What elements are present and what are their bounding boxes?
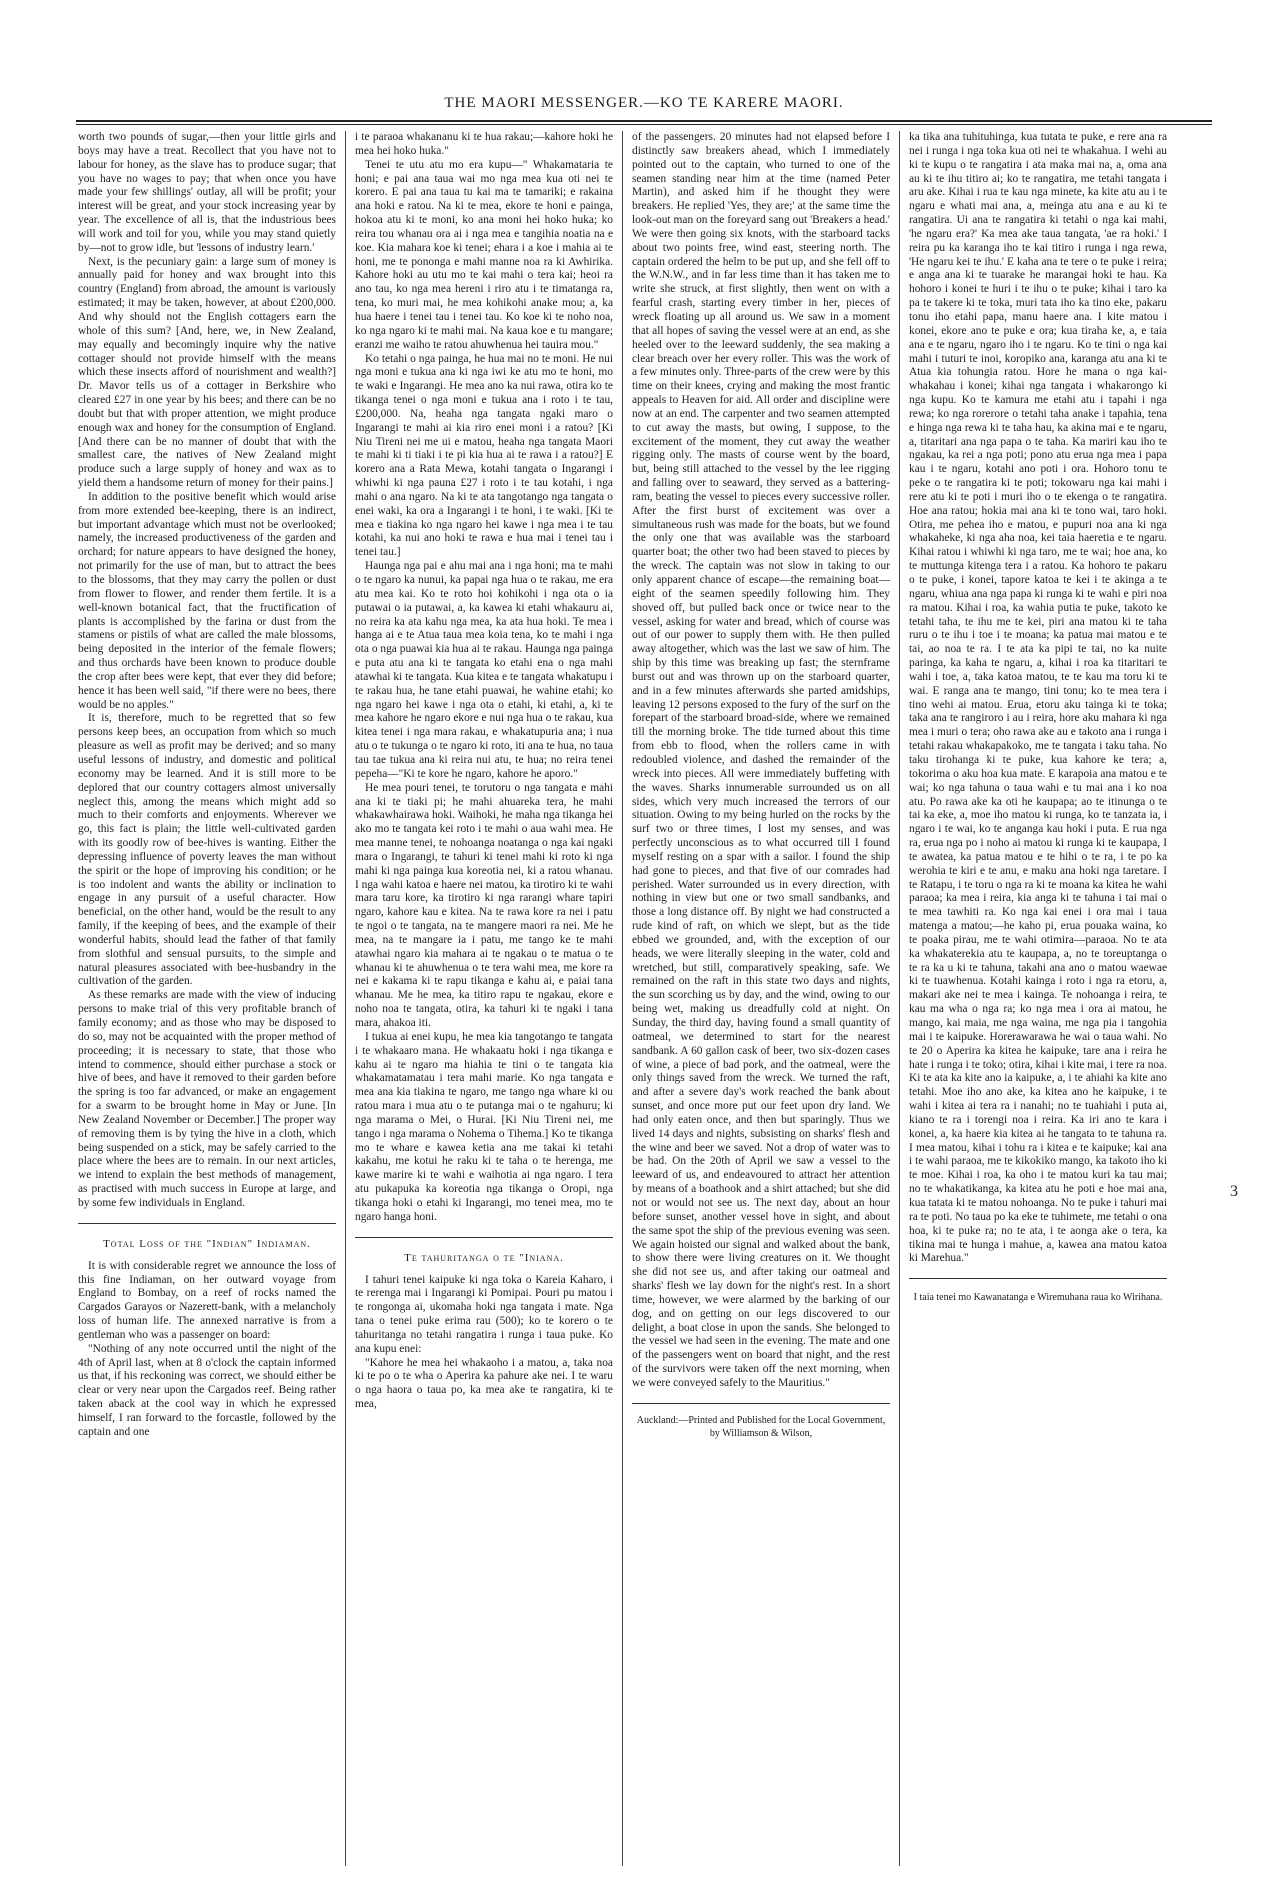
paragraph: Next, is the pecuniary gain: a large sum of money is annually paid for honey and wax brought into this country (England) from abroad, the amount is variously estimated; it may be taken, however, at about £200,000. And why should not the English cottagers earn the whole of this sum? [And, here, we, in New Zealand, may equally and becomingly inquire why the native cottager should not provide himself with the means which these insects afford of nourishment and wealth?] Dr. Mavor tells us of a cottager in Berkshire who cleared £27 in one year by his bees; and there can be no doubt but that with proper attention, we might produce enough wax and honey for the consumption of England. [And there can be no manner of doubt that with the smallest care, the natives of New Zealand might produce such a large supply of honey and wax as to yield them a handsome return of money for their pains.] xyxy=(78,255,336,490)
paragraph: "Kahore he mea hei whakaoho i a matou, a, taka noa ki te po o te wha o Aperira ka pahure ake nei. I te waru o nga haora o taua po, ka mea ake te rangatira, ki te mea, xyxy=(355,1356,613,1411)
paragraph: worth two pounds of sugar,—then your little girls and boys may have a treat. Recollect that you have not to labour for honey, as the slave has to produce sugar; that you have no wages to pay; that when once you have made your few shillings' outlay, all will be profit; your interest will be great, and your stock increasing year by year. The excellence of all is, that the industrious bees will work and toil for you, while you may stand quietly by—not to grow idle, but 'lessons of industry learn.' xyxy=(78,131,336,254)
paragraph: I tukua ai enei kupu, he mea kia tangotango te tangata i te whakaaro mana. He whakaatu hoki i nga tikanga e kahu ai te ngaro ma hiahia te tini o te tangata kia whakamatamatau i tera mahi marie. Ko nga tangata e mea ana kia tiakina te ngaro, me tango nga whare ki ou ratou mara i mua atu o te putanga mai o te ngahuru; ki nga marama o Mei, o Hurai. [Ki Niu Tireni nei, me tango i nga marama o Nohema o Tihema.] Ko te tikanga mo te whare e kawea ketia ana me takai ki tetahi kakahu, me kotui he raku ki te taha o te herenga, me kawe marire ki te wahi e waihotia ai nga ngaro. I tera atu pukapuka ka koreotia nga tikanga o Oropi, nga tikanga hoki o etahi ki Ingarangi, mo tenei mea, mo te ngaro hanga honi. xyxy=(355,1030,613,1223)
column-2 xyxy=(346,131,623,1866)
paragraph: ka tika ana tuhituhinga, kua tutata te puke, e rere ana ra nei i runga i nga toka kua oti nei te whakahua. I wehi au ki te kupu o te rangatira i ata maka mai na, a, oma ana au ki te ihu titiro ai; ko te rangatira, me tetahi tangata i aru ake. Kihai i rua te kau nga minete, ka kite atu au i te ngaru e whati mai ana, a, meinga atu ana e au ki te rangatira. Ui ana te rangatira ki tetahi o nga kai mahi, 'he ngaru era?' Ka mea ake taua tangata, 'ae ra hoki.' I reira pu ka karanga iho te kai titiro i runga i nga rewa, 'He ngaru kei te ihu.' E kaha ana te tere o te puke i reira; e anga ana ki te tuarake he marangai hoki te hau. Ka hohoro i konei te huri i te ihu o te puke; kihai i taro ka pa te takere ki te toka, muri tata iho ka tino eke, pakaru tonu iho etahi papa, manu haere ana. I kite matou i konei, ekore ano te puke e ora; kua tiraha ke, a, e taia ana e te ngaru, ngaro iho i te ngaru. Ko te tini o nga kai mahi i tuturi te inoi, koropiko ana, karanga atu ana ki te Atua kia tohungia ratou. Hore he mana o nga kai-whakahau i konei; kihai nga tangata i whakarongo ki nga kupu. Ko te kamura me etahi atu i tapahi i nga rewa; ko nga rorerore o tetahi taha anake i tapahia, tena e hinga nga rewa ki te taha hau, ka akina mai e te ngaru, a, titaritari ana nga papa o te taha. Ka mariri kau iho te ngakau, ka rei a nga poti; pono atu erua nga mea i papa kau i te ngaru, kotahi ano poti i ora. Hohoro tonu te peke o te rangatira ki te poti; tokowaru nga kai mahi i rere atu ki te poti i muri iho o te ekenga o te rangatira. Hoe ana ratou; hokia mai ana ki te tono wai, taro hoki. Otira, me pehea iho e matou, e pupuri noa ana ki nga whakaheke, ki nga aha noa, kei taia haeretia e te ngaru. Kihai ratou i whiwhi ki nga taro, me te wai; hoe ana, ko te muttunga kitenga tera i a ratou. Ka hohoro te pakaru o te puke, i konei, tapore katoa te kei i te akinga a te ngaru, whiua ana nga papa ki runga ki te wahi e piri noa ra matou. Kihai i roa, ka wahia putia te puke, takoto ke tetahi taha, te ihu me te kei, piri ana matou ki te taha ruru o te ihu i toe i te moana; ka patua mai matou e te tai, ao noa te ra. I te ata ka pipi te tai, no ka nuite paringa, ka kaha te ngaru, a, kihai i roa ka titaritari te wahi i toe, a, taka katoa matou, te te kau ma toru ki te wai. E ranga ana te mango, tini tonu; ko te mea tera i tino wehi ai matou. Erua, etoru aku tainga ki te toka; taka ana te rangiroro i au i reira, hore aku mahara ki nga mea i muri o tera; oho rawa ake au e takoto ana i runga i tetahi rakau whakapakoko, me te tangata i taku taha. No taku tirohanga ki te puke, kua kahore ke tera; a, tokorima o aku hoa kua mate. E karapoia ana matou e te wai; ko nga tahuna o taua wahi e tu mai ana i ko noa atu. Po rawa ake ka oti he kaupapa; ao te itinunga o te tai ka eke, a, moe iho matou ki runga, ko te tanzata ia, i ngaro i te wai, ko te anganga kau hoki i puta. E rua nga ra, erua nga po i noho ai matou ki runga ki te kaupapa, I te awatea, ka patua matou e te hihi o te ra, i te po ka werohia te kiri e te anu, e maku ana hoki nga taretare. I te Ratapu, i te toru o nga ra ki te moana ka kitea he wahi paraoa; ka mea i reira, kia anga ki te tahuna i tai mai o te mea tawhiti ra. Ko nga kai enei i ora mai i taua matenga a matou;—he kaho pi, erua pouaka waina, ko te poaka pirau, me te wahi otimira—paraoa. No te ata ka whakaterekia atu te kaupapa, a, no te toreuptanga o te ra ka u ki te tahuna, takahi ana ano o matou waewae ki te tuawhenua. Kotahi kainga i roto i nga ra etoru, a, makari ake nei te mea i kainga. Te nohoanga i reira, te kau ma wha o nga ra; ko nga mea i ora ai matou, he mango, kai maia, me nga waina, me nga pia i tangohia mai i te kaipuke. Horerawarawa he wai o taua wahi. No te 20 o Aperira ka kitea he kaipuke, tare ana i reira he hate i runga i te toko; otira, kihai i kite mai, i tere ra noa. Ki te ata ka kite ano ia kaipuke, a, i te ahiahi ka kite ano tetahi. Moe iho ano ake, ka kitea ano he kaipuke, i te wahi i kitea ai tera ra i nanahi; no te tuahiahi i puta ai, kiano te ra i torengi noa i reira. Ka iri ano te kara i konei, a, ka haere kia kitea ai he tangata to te tahuna ra. I mea matou, kihai i tohu ra i kitea e te kaipuke; kai ana i te wahi paraoa, me te kikokiko mango, ka takoto iho ki te moe. Kihai i roa, ka oho i te matou kuri ka tau mai; no te whakatikanga, ka kitea atu he poti e hoe mai ana, kua tatata ki te matou nohoanga. No te puke i tahuri mai ra te poti. No taua po ka eke te tuhimete, me tetahi o ona hoa, ki te puke ra; no te ata, i te aonga ake o tera, ka tikina mai te hunga i mahue, a, kawea ana matou katoa ki Marehua." xyxy=(909,131,1167,1265)
paragraph: Ko tetahi o nga painga, he hua mai no te moni. He nui nga moni e tukua ana ki nga iwi ke atu mo te honi, mo te waki e Ingarangi. He mea ano ka nui rawa, otira ko te tikanga tenei o nga moni e tukua ana i roto i te tau, £200,000. Na, heaha nga tangata ngaki maro o Ingarangi te mahi ai kia riro enei moni i a ratou? [Ki Niu Tireni nei me ui e matou, heaha nga tangata Maori te mahi ki ti tiaki i te pi kia hua ai te rawa i a ratou?] E korero ana a Rata Mewa, kotahi tangata o Ingarangi i whiwhi ki nga pauna £27 i roto i te tau kotahi, i nga mahi o ana ngaro. Na ki te ata tangotango nga tangata o enei waki, ka ora a Ingarangi i te honi, i te waki. [Ki te mea e tiakina ko nga ngaro hei kawe i nga mea i te tau kotahi, ka nui ano hoki te rawa e hua mai i tenei tau i tenei tau.] xyxy=(355,352,613,559)
paragraph: I tahuri tenei kaipuke ki nga toka o Kareia Kaharo, i te rerenga mai i Ingarangi ki Pomipai. Pouri pu matou i te rongonga ai, ukomaha hoki nga tangata i mate. Nga tana o tenei puke erima rau (500); ko te korero o te tahuritanga no tetahi rangatira i runga i taua puke. Ko ana kupu enei: xyxy=(355,1273,613,1355)
paragraph: It is, therefore, much to be regretted that so few persons keep bees, an occupation from which so much pleasure as well as profit may be derived; and so many useful lessons of industry, and domestic and political economy may be learned. And it is still more to be deplored that our country cottagers almost universally neglect this, among the means which might add so much to their comforts and enjoyments. Wherever we go, this fact is plain; the little well-cultivated garden with its goodly row of bee-hives is wanting. Either the depressing influence of poverty leaves the man without the spirit or the hope of improving his condition; or he is too indolent and wants the ability or inclination to engage in any pursuit of a useful character. How beneficial, on the other hand, would be the result to any family, if the keeping of bees, and the example of their wonderful habits, should lead the father of that family from slothful and sensual pursuits, to the simple and natural pleasures associated with bee-husbandry in the cultivation of the garden. xyxy=(78,712,336,988)
margin-mark: 3 xyxy=(1230,1183,1238,1200)
paragraph: Haunga nga pai e ahu mai ana i nga honi; ma te mahi o te ngaro ka nunui, ka papai nga hua o te rakau, me era atu mea kai. Ko te roto hoi kohikohi i nga ota o ia putawai o ia putawai, a, ka kawea ki etahi whakauru ai, no reira ka ata kahu nga mea, ka ata hua hoki. Te mea i hanga ai e te Atua taua mea koia tena, ko te mahi i nga ota o nga puawai kia hua ai te rakau. Haunga nga painga e puta atu ana ki te tangata ko etahi ena o nga mahi atawhai ki te tangata. Kua kitea e te tangata whakatupu i te rakau hua, he tane etahi puawai, he wahine etahi; ko nga ngaro hei kawe i nga ota o etahi, ki etahi, a, ki te mea kahore he ngaro ekore e nui nga hua o te rakau, kua kitea tenei i nga mara rakau, e whakatupuria ana; i nua atu o te tukunga o te ngaro ki roto, iti ana te hua, no taua tau tae tukua ana ki reira nui atu, te hua; no reira tenei pepeha—"Ki te kore he ngaro, kahore he aporo." xyxy=(355,560,613,780)
newspaper-page xyxy=(76,86,1212,1866)
paragraph: "Nothing of any note occurred until the night of the 4th of April last, when at 8 o'clock the captain informed us that, if his reckoning was correct, we should either be clear or very near upon the Cargados reef. Being rather taken aback at the cool way in which he expressed himself, I ran forward to the forcastle, followed by the captain and one xyxy=(78,1342,336,1438)
paragraph: In addition to the positive benefit which would arise from more extended bee-keeping, there is an indirect, but important advantage which must not be overlooked; namely, the increased productiveness of the garden and orchard; for nature appears to have designed the honey, not primarily for the use of man, but to attract the bees to the blossoms, that they may carry the pollen or dust from flower to flower, and render them fertile. It is a well-known botanical fact, that the fructification of plants is accomplished by the farina or dust from the stamens or pistils of what are called the male blossoms, being deposited in the interior of the female flowers; and thus orchards have been known to produce double the crop after bees were kept, that ever they did before; hence it has been well said, "if there were no bees, there would be no apples." xyxy=(78,490,336,711)
paragraph: He mea pouri tenei, te torutoru o nga tangata e mahi ana ki te tiaki pi; he mahi ahuareka tera, he mahi whakawhairawa hoki. Waihoki, he maha nga tikanga hei ako mo te tangata kei roto i te mahi o aua wahi mea. He mea manne tenei, te nohoanga noatanga o nga kai ngaki mara o Ingarangi, te tahuri ki tenei mahi ki roto ki nga mahi ki nga painga kua koreotia nei, ki a ratou whanau. I nga wahi katoa e haere nei matou, ka tirotiro ki te wahi mara taru kore, ka tirotiro ki nga rarangi whare tapiri ngaro, kahore kau e kitea. Na te rawa kore ra nei i patu te ngoi o te tangata, na te mangere maori ra nei. Me he mea, na te mangare ia i patu, me tango ke te mahi atawhai ngaro kia mahara ai te ngakau o te matua o te whanau ki te ahuwhenua o te tera wahi mea, me kore ra nei e kakama ki te rapu tikanga e kahu ai, e paiai tana whanau. Me he mea, ka titiro rapu te ngakau, ekore e noho noa te tangata, otira, ka tahuri ki te ngaki i tana mara, ahakoa iti. xyxy=(355,781,613,1029)
column-3 xyxy=(623,131,900,1866)
section-rule xyxy=(355,1237,613,1238)
paragraph: i te paraoa whakananu ki te hua rakau;—kahore hoki he mea hei hoko huka." xyxy=(355,131,613,157)
article-heading: Te tahuritanga o te "Iniana. xyxy=(404,1251,564,1264)
imprint-rule xyxy=(632,1403,890,1404)
paragraph: It is with considerable regret we announce the loss of this fine Indiaman, on her outward voyage from England to Bombay, on a reef of rocks named the Cargados Garayos or Nazerett-bank, with a melancholy loss of human life. The annexed narrative is from a gentleman who was a passenger on board: xyxy=(78,1259,336,1341)
section-rule xyxy=(78,1223,336,1224)
column-1 xyxy=(76,131,346,1866)
article-heading: Total Loss of the "Indian" Indiaman. xyxy=(103,1237,311,1250)
masthead-rule xyxy=(76,120,1212,125)
paragraph: As these remarks are made with the view of inducing persons to make trial of this very profitable branch of family economy; and as those who may be disposed to do so, may not be acquainted with the proper method of proceeding; it is necessary to state, that those who intend to commence, should either purchase a stock or hive of bees, and have it removed to their garden before the spring is too far advanced, or make an engagement for a swarm to be brought home in May or June. [In New Zealand November or December.] The proper way of removing them is by tying the hive in a cloth, which being suspended on a stick, may be safely carried to the place where the bees are to remain. In our next articles, we intend to explain the best methods of management, as practised with much success in Europe at large, and by some few individuals in England. xyxy=(78,989,336,1209)
imprint: Auckland:—Printed and Published for the Local Government, by Williamson & Wilson, xyxy=(636,1414,886,1439)
columns xyxy=(76,131,1212,1866)
column-4 xyxy=(900,131,1176,1866)
printer-credit: I taia tenei mo Kawanatanga e Wiremuhana raua ko Wirihana. xyxy=(913,1292,1163,1304)
credit-rule xyxy=(909,1278,1167,1279)
paragraph: of the passengers. 20 minutes had not elapsed before I distinctly saw breakers ahead, which I immediately pointed out to the captain, who turned to one of the seamen standing near him at the time (named Peter Martin), and asked him if he thought they were breakers. He replied 'Yes, they are;' at the same time the look-out man on the foreyard sang out 'Breakers a head.' We were then going six knots, with the starboard tacks about two points free, wind east, steering north. The captain ordered the helm to be put up, and she fell off to the W.N.W., and in far less time than it has taken me to write she struck, at first slightly, then went on with a fearful crash, starting every timber in her, pieces of wreck floating up all around us. We saw in a moment that all hopes of saving the vessel were at an end, as she heeled over to the leeward suddenly, the sea making a clear breach over her every roller. This was the work of a few minutes only. Three-parts of the crew were by this time on their knees, crying and making the most frantic appeals to Heaven for aid. All order and discipline were now at an end. The carpenter and two seamen attempted to cut away the masts, but owing, I suppose, to the excitement of the moment, they cut away the weather rigging only. The masts of course went by the board, but, being still attached to the vessel by the lee rigging and falling over to seaward, they served as a battering-ram, beating the vessel to pieces every successive roller. After the first burst of excitement was over a simultaneous rush was made for the boats, but we found the only one that was available was the starboard quarter boat; the other two had been staved to pieces by the wreck. The captain was not slow in taking to our only apparent chance of escape—the remaining boat—eight of the seamen speedily following him. They shoved off, but pulled back once or twice near to the vessel, asking for water and bread, which of course was out of our power to supply them with. He then pulled away altogether, which was the last we saw of him. The ship by this time was breaking up fast; the sternframe burst out and was thrown up on the starboard quarter, and in a few minutes afterwards she parted amidships, leaving 12 persons exposed to the fury of the surf on the forepart of the starboard broad-side, where we remained till the morning broke. The tide turned about this time from ebb to flood, when the rollers came in with redoubled violence, and dashed the remainder of the wreck into pieces. All were immediately buffeting with the waves. Sharks innumerable surrounded us on all sides, which very much increased the terrors of our situation. Owing to my being hurled on the rocks by the surf two or three times, I lost my senses, and was perfectly unconscious as to what occurred till I found myself resting on a spar with a sailor. I found the ship had gone to pieces, and that five of our comrades had perished. Water surrounded us in every direction, with nothing in view but one or two small sandbanks, and those a long distance off. By night we had constructed a rude kind of raft, on which we slept, but as the tide ebbed we grounded, and, with the exception of our heads, we were literally sleeping in the water, cold and wretched, but still, comparatively speaking, safe. We remained on the raft in this state two days and nights, the sun scorching us by day, and the wind, owing to our being wet, making us dreadfully cold at night. On Sunday, the third day, having found a small quantity of oatmeal, we determined to start for the nearest sandbank. A 60 gallon cask of beer, two six-dozen cases of wine, a piece of bad pork, and the oatmeal, were the only things saved from the wreck. We turned the raft, and after a severe day's work reached the bank about sunset, and once more put our feet upon dry land. We had only eaten once, and then but sparingly. Thus we lived 14 days and nights, subsisting on sharks' flesh and the wine and beer we saved. Not a drop of water was to be had. On the 20th of April we saw a vessel to the leeward of us, and endeavoured to attract her attention by means of a boathook and a shirt attached; but she did not or would not see us. The next day, about an hour before sunset, another vessel hove in sight, and about the same spot the ship of the previous evening was seen. We again hoisted our signal and walked about the bank, to show there were living creatures on it. We thought she did not see us, and after taking our oatmeal and sharks' flesh we lay down for the night's rest. In a short time, however, we were alarmed by the barking of our dog, and on getting on our legs discovered to our delight, a boat close in upon the sands. She belonged to the vessel we had seen in the evening. The mate and one of the passengers went on board that night, and the rest of the survivors were taken off the next morning, when we were conveyed safely to the Mauritius." xyxy=(632,131,890,1389)
paragraph: Tenei te utu atu mo era kupu—" Whakamataria te honi; e pai ana taua wai mo nga mea kua oti nei te korero. E pai ana taua tu kai ma te tamariki; e rakaina ana hoki e ratou. Na ki te mea, ekore te honi e painga, hokoa atu ki te moni, ko ana moni hei hoko huka; ko reira tou whanau ora ai i nga mea e tangihia noatia na e koe. Kia mahara koe ki tenei; ehara i a koe i mahia ai te honi, me te pononga e mahi manne noa ra ki Awhirika. Kahore hoki au utu mo te kai mahi o tera kai; heoi ra ano tau, ko nga mea hereni i riro atu i te timatanga ra, tena, ko muri mai, he mea kohikohi anake mou; a, ka hua haere i tenei tau i tenei tau. Ko koe ki te noho noa, ko nga ngaro ki te mahi mai. Na kaua koe e tu mangare; eranzi me waiho te ratou ahuwhenua hei tauira mou." xyxy=(355,158,613,351)
masthead: THE MAORI MESSENGER.—KO TE KARERE MAORI. xyxy=(444,95,844,111)
